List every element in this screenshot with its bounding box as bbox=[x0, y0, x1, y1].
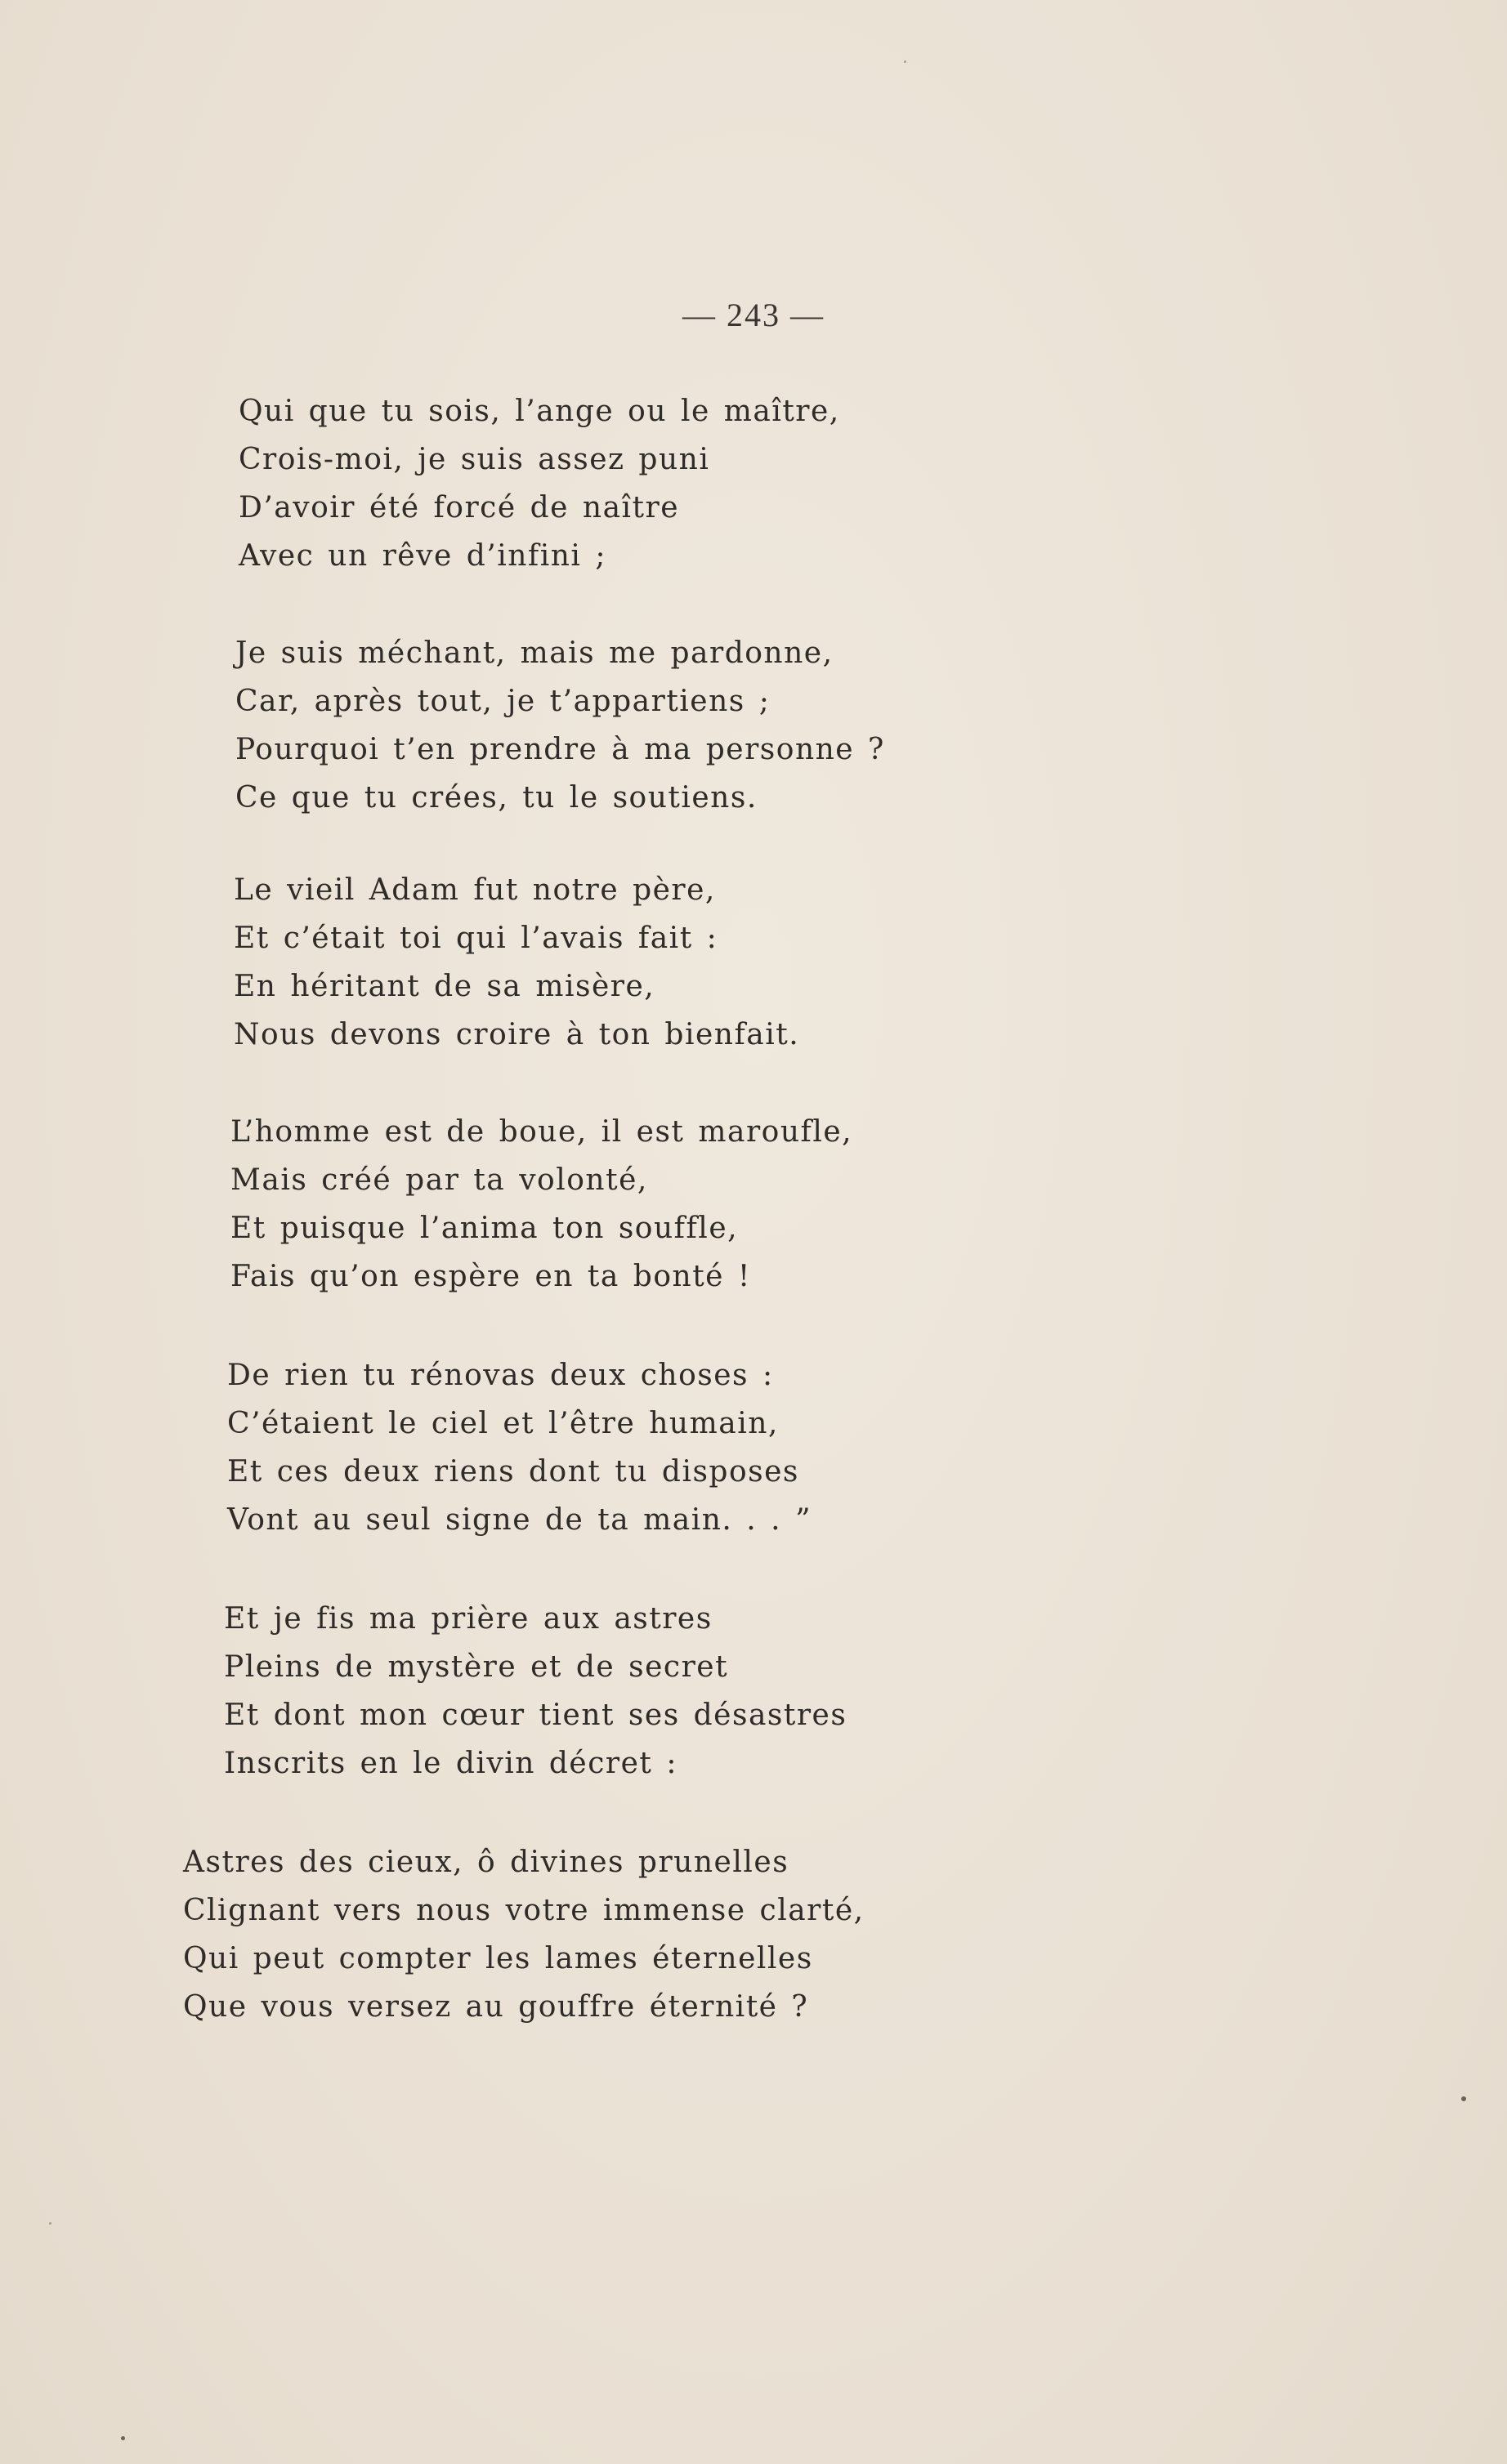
stanza-2 bbox=[235, 629, 885, 822]
verse-line: Que vous versez au gouffre éternité ? bbox=[183, 1990, 809, 2024]
verse-line: C’étaient le ciel et l’être humain, bbox=[227, 1407, 779, 1440]
stanza-4 bbox=[230, 1108, 852, 1301]
verse-line: De rien tu rénovas deux choses : bbox=[227, 1359, 774, 1392]
stanza-5 bbox=[227, 1351, 812, 1544]
paper-speck bbox=[1461, 2096, 1466, 2101]
verse-line: Pleins de mystère et de secret bbox=[224, 1650, 729, 1684]
verse-line: Ce que tu crées, tu le soutiens. bbox=[235, 781, 758, 815]
stanza-6 bbox=[224, 1595, 847, 1788]
verse-line: En héritant de sa misère, bbox=[234, 970, 655, 1003]
verse-line: Le vieil Adam fut notre père, bbox=[234, 873, 716, 907]
verse-line: Qui peut compter les lames éternelles bbox=[183, 1942, 813, 1975]
verse-line: Vont au seul signe de ta main. . . ” bbox=[227, 1503, 812, 1537]
verse-line: Fais qu’on espère en ta bonté ! bbox=[230, 1260, 751, 1293]
paper-speck bbox=[49, 2222, 51, 2225]
verse-line: Qui que tu sois, l’ange ou le maître, bbox=[239, 395, 840, 428]
verse-line: Avec un rêve d’infini ; bbox=[239, 539, 606, 573]
verse-line: Pourquoi t’en prendre à ma personne ? bbox=[235, 733, 885, 766]
verse-line: L’homme est de boue, il est maroufle, bbox=[230, 1115, 853, 1149]
stanza-3 bbox=[234, 866, 799, 1059]
verse-line: Et c’était toi qui l’avais fait : bbox=[234, 922, 718, 955]
verse-line: Crois-moi, je suis assez puni bbox=[239, 443, 710, 476]
verse-line: Je suis méchant, mais me pardonne, bbox=[235, 636, 834, 670]
verse-line: Astres des cieux, ô divines prunelles bbox=[183, 1846, 789, 1879]
verse-line: Et puisque l’anima ton souffle, bbox=[230, 1212, 739, 1245]
verse-line: Nous devons croire à ton bienfait. bbox=[234, 1018, 800, 1051]
verse-line: Clignant vers nous votre immense clarté, bbox=[183, 1894, 865, 1927]
verse-line: D’avoir été forcé de naître bbox=[239, 491, 680, 524]
verse-line: Et ces deux riens dont tu disposes bbox=[227, 1455, 799, 1489]
verse-line: Mais créé par ta volonté, bbox=[230, 1163, 648, 1197]
page-number: — 243 — bbox=[682, 297, 825, 333]
verse-line: Car, après tout, je t’appartiens ; bbox=[235, 685, 771, 718]
verse-line: Et je fis ma prière aux astres bbox=[224, 1602, 713, 1636]
stanza-1 bbox=[239, 387, 840, 580]
paper-speck bbox=[121, 2436, 125, 2440]
verse-line: Inscrits en le divin décret : bbox=[224, 1747, 677, 1780]
stanza-7 bbox=[183, 1838, 865, 2031]
paper-speck bbox=[904, 60, 906, 63]
verse-line: Et dont mon cœur tient ses désastres bbox=[224, 1698, 847, 1732]
